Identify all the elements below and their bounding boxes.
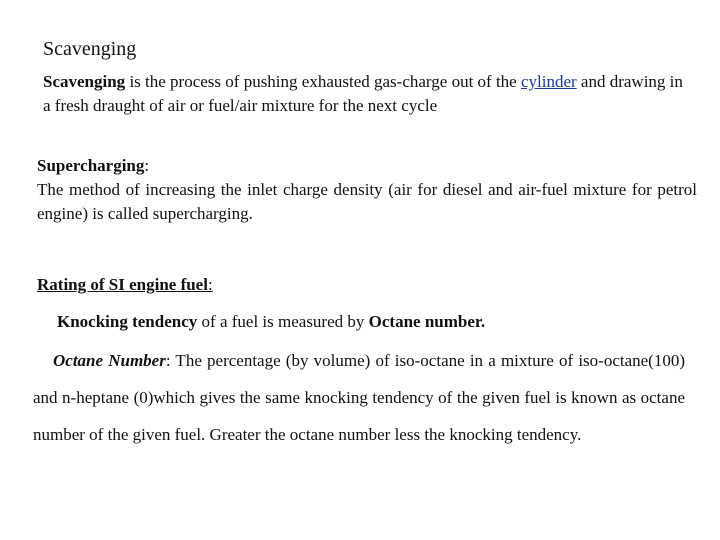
knocking-middle: of a fuel is measured by [197, 312, 369, 331]
supercharging-section [37, 154, 697, 226]
rating-heading-text: Rating of SI engine fuel [37, 275, 208, 294]
scavenging-definition [43, 70, 683, 118]
cylinder-link[interactable]: cylinder [520, 72, 577, 91]
supercharging-definition: The method of increasing the inlet charge density (air for diesel and air-fuel mixture for petrol engine) is called supercharging. [37, 180, 697, 223]
scavenging-text-before-link: is the process of pushing exhausted gas-charge out of the [125, 72, 521, 91]
knocking-term: Knocking tendency [57, 312, 198, 331]
octane-number-definition [33, 342, 685, 453]
scavenging-term: Scavenging [43, 72, 126, 91]
supercharging-term: Supercharging [37, 156, 145, 175]
knocking-sentence [57, 309, 485, 335]
supercharging-heading [37, 154, 697, 178]
slide-title: Scavenging [43, 38, 137, 60]
rating-heading-colon: : [207, 275, 213, 294]
supercharging-colon: : [144, 156, 150, 175]
octane-definition-text: : The percentage (by volume) of iso-octane in a mixture of iso-octane(100) and n-heptane (0)which gives the same knocking tendency of the given fuel is known as octane number of the given fuel. Greater the octane number less the knocking tendency. [33, 351, 685, 444]
octane-term: Octane Number [53, 351, 166, 370]
scavenging-text-after-link: and drawing in a fresh draught of air or fuel/air mixture for the next cycle [43, 72, 683, 115]
rating-heading [37, 273, 213, 297]
octane-number-term: Octane number. [368, 312, 486, 331]
